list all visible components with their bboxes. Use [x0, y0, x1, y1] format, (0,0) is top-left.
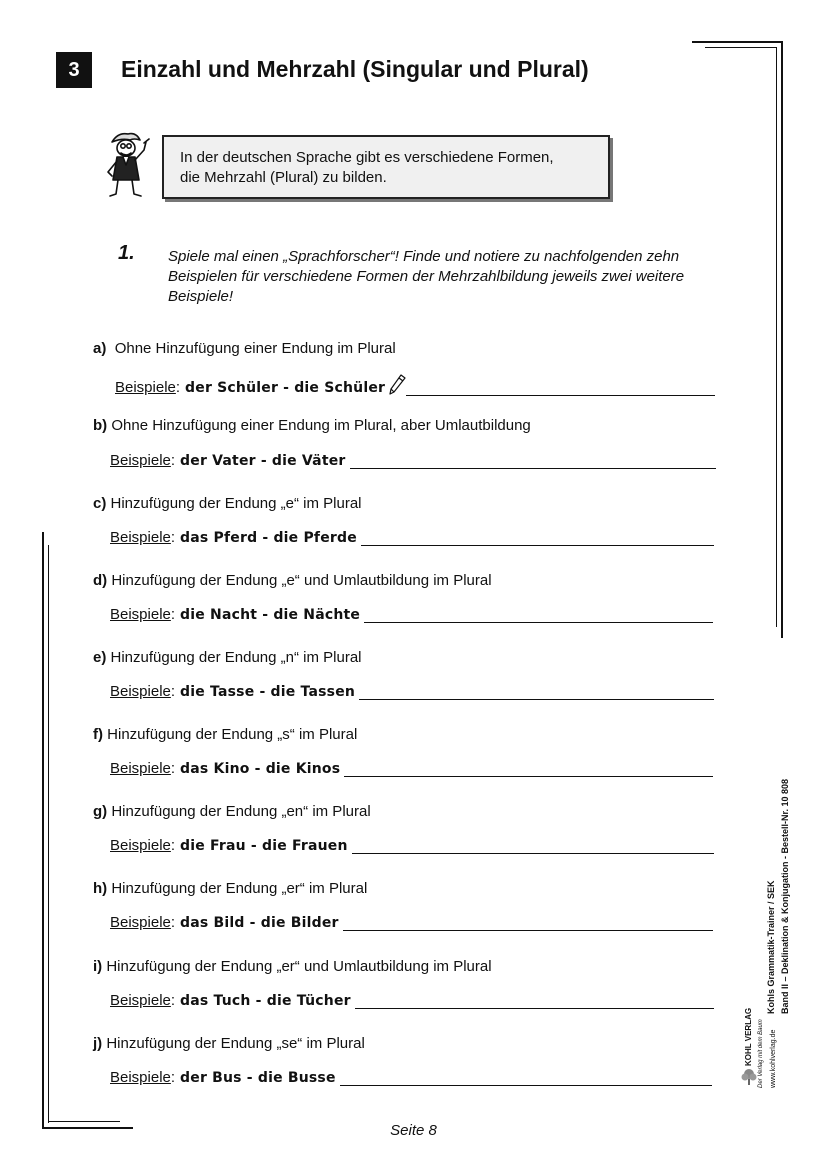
answer-line[interactable]	[355, 994, 714, 1009]
item-letter: g)	[93, 803, 108, 820]
item-letter: j)	[93, 1035, 103, 1052]
item-heading-text: Hinzufügung der Endung „er“ im Plural	[111, 880, 368, 897]
side-text-line-1: Kohls Grammatik-Trainer / SEK	[766, 880, 776, 1014]
publisher-website: www.kohlverlag.de	[770, 1029, 777, 1088]
example-text: das Kino - die Kinos	[180, 761, 341, 777]
item-letter: b)	[93, 417, 108, 434]
item-letter: h)	[93, 880, 108, 897]
item-letter: i)	[93, 958, 103, 975]
item-c-heading	[93, 495, 362, 512]
example-label: Beispiele	[115, 379, 176, 396]
task-instructions	[168, 247, 728, 307]
item-b-heading	[93, 417, 531, 434]
chapter-number: 3	[68, 58, 80, 81]
example-text: die Nacht - die Nächte	[180, 607, 361, 623]
item-letter: f)	[93, 726, 103, 743]
item-h-example-row: Beispiele : das Bild - die Bilder	[110, 914, 713, 931]
example-text: das Bild - die Bilder	[180, 915, 339, 931]
item-h-heading	[93, 880, 367, 897]
item-j-example-row: Beispiele : der Bus - die Busse	[110, 1069, 712, 1086]
item-i-heading	[93, 958, 492, 975]
task-line-1: Spiele mal einen „Sprachforscher“! Finde und notiere zu nachfolgenden zehn	[168, 248, 680, 265]
chapter-number-box	[56, 52, 92, 88]
answer-line[interactable]	[344, 762, 713, 777]
item-heading-text: Hinzufügung der Endung „e“ im Plural	[110, 495, 362, 512]
item-heading-text: Hinzufügung der Endung „s“ im Plural	[107, 726, 358, 743]
example-text: das Pferd - die Pferde	[180, 530, 357, 546]
item-heading-text: Hinzufügung der Endung „er“ und Umlautbildung im Plural	[106, 958, 492, 975]
example-label: Beispiele	[110, 760, 171, 777]
item-heading-text: Hinzufügung der Endung „e“ und Umlautbildung im Plural	[111, 572, 492, 589]
answer-line[interactable]	[343, 916, 713, 931]
item-c-example-row: Beispiele : das Pferd - die Pferde	[110, 529, 714, 546]
frame-line-right-outer	[781, 41, 783, 638]
example-text: das Tuch - die Tücher	[180, 993, 351, 1009]
example-label: Beispiele	[110, 606, 171, 623]
pencil-icon	[388, 374, 406, 396]
item-letter: c)	[93, 495, 107, 512]
example-label: Beispiele	[110, 1069, 171, 1086]
answer-line[interactable]	[361, 531, 714, 546]
frame-line-top-outer	[692, 41, 783, 43]
item-a-example-row: Beispiele : der Schüler - die Schüler	[115, 374, 715, 396]
info-text-line-1: In der deutschen Sprache gibt es verschiedene Formen,	[180, 149, 554, 166]
item-heading-text: Ohne Hinzufügung einer Endung im Plural	[114, 340, 396, 357]
example-text: der Schüler - die Schüler	[185, 380, 386, 396]
item-f-heading	[93, 726, 357, 743]
example-label: Beispiele	[110, 992, 171, 1009]
example-label: Beispiele	[110, 683, 171, 700]
item-b-example-row: Beispiele : der Vater - die Väter	[110, 452, 716, 469]
answer-line[interactable]	[352, 839, 714, 854]
frame-line-right-inner	[776, 47, 777, 627]
info-box	[162, 135, 610, 199]
item-heading-text: Hinzufügung der Endung „se“ im Plural	[106, 1035, 365, 1052]
page-title: Einzahl und Mehrzahl (Singular und Plural)	[121, 56, 589, 82]
item-f-example-row: Beispiele : das Kino - die Kinos	[110, 760, 713, 777]
item-heading-text: Ohne Hinzufügung einer Endung im Plural, aber Umlautbildung	[111, 417, 531, 434]
answer-line[interactable]	[406, 381, 715, 396]
example-label: Beispiele	[110, 837, 171, 854]
frame-line-top-inner	[705, 47, 777, 48]
item-e-heading	[93, 649, 362, 666]
publisher-logo-text: KOHL VERLAG	[744, 1007, 753, 1066]
item-a-heading	[93, 340, 396, 357]
info-text-line-2: die Mehrzahl (Plural) zu bilden.	[180, 169, 387, 186]
item-d-heading	[93, 572, 492, 589]
item-i-example-row: Beispiele : das Tuch - die Tücher	[110, 992, 714, 1009]
answer-line[interactable]	[359, 685, 714, 700]
example-text: die Tasse - die Tassen	[180, 684, 356, 700]
item-g-heading	[93, 803, 371, 820]
task-line-3: Beispiele!	[168, 288, 234, 305]
publisher-slogan: Der Verlag mit dem Baum	[758, 1019, 764, 1088]
answer-line[interactable]	[340, 1071, 712, 1086]
example-text: der Vater - die Väter	[180, 453, 346, 469]
frame-line-left-inner	[48, 545, 49, 1123]
page-number: Seite 8	[390, 1122, 437, 1139]
item-letter: d)	[93, 572, 108, 589]
item-e-example-row: Beispiele : die Tasse - die Tassen	[110, 683, 714, 700]
tree-logo-icon	[741, 1068, 757, 1086]
item-letter: a)	[93, 340, 107, 357]
example-label: Beispiele	[110, 914, 171, 931]
example-text: der Bus - die Busse	[180, 1070, 336, 1086]
item-heading-text: Hinzufügung der Endung „n“ im Plural	[110, 649, 362, 666]
item-j-heading	[93, 1035, 365, 1052]
example-text: die Frau - die Frauen	[180, 838, 348, 854]
item-letter: e)	[93, 649, 107, 666]
item-d-example-row: Beispiele : die Nacht - die Nächte	[110, 606, 713, 623]
answer-line[interactable]	[364, 608, 713, 623]
task-number: 1.	[118, 242, 135, 264]
task-line-2: Beispielen für verschiedene Formen der Mehrzahlbildung jeweils zwei weitere	[168, 268, 685, 285]
answer-line[interactable]	[350, 454, 716, 469]
example-label: Beispiele	[110, 529, 171, 546]
item-g-example-row: Beispiele : die Frau - die Frauen	[110, 837, 714, 854]
frame-line-left-outer	[42, 532, 44, 1129]
professor-illustration-icon	[100, 128, 156, 200]
side-text-line-2: Band II – Deklination & Konjugation - Bestell-Nr. 10 808	[780, 778, 790, 1014]
example-label: Beispiele	[110, 452, 171, 469]
item-heading-text: Hinzufügung der Endung „en“ im Plural	[111, 803, 371, 820]
